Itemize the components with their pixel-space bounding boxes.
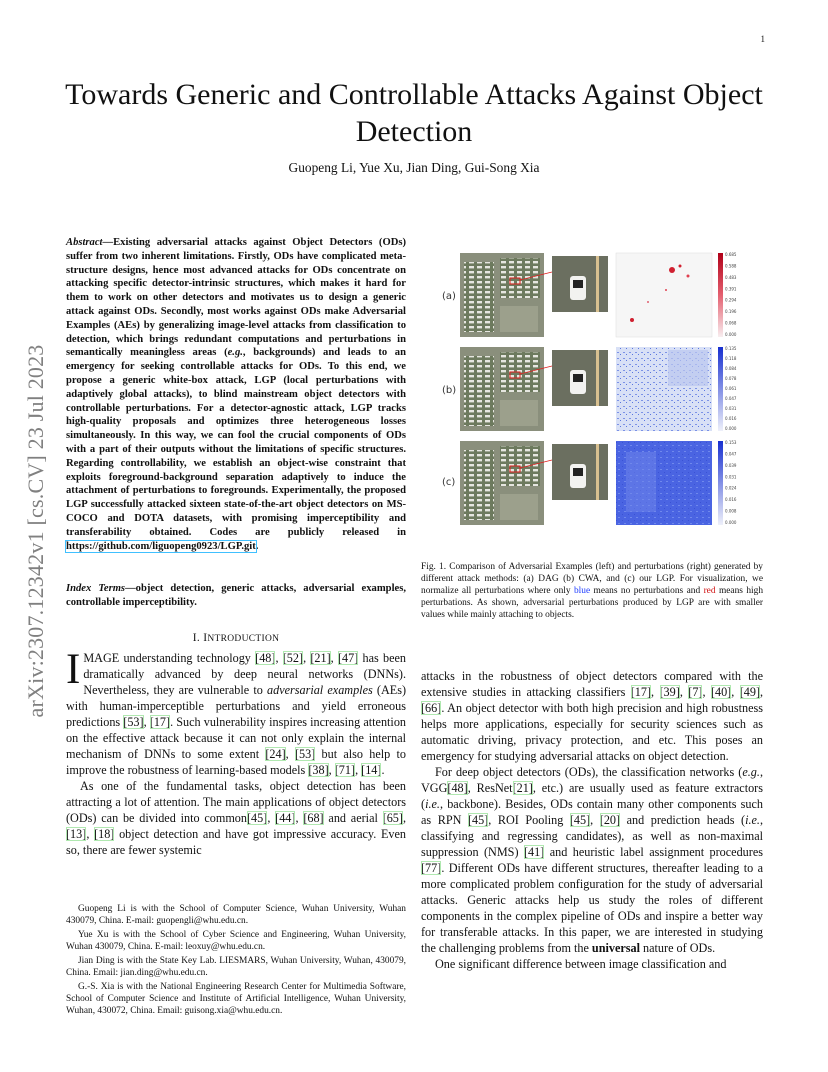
footnote: Guopeng Li is with the School of Computer Science, Wuhan University, Wuhan 430079, China. E-mail: guopengli@whu.edu.cn. (66, 904, 406, 926)
citation[interactable]: [7] (688, 685, 703, 699)
colorbar-tick-label: 0.024 (725, 485, 737, 491)
abstract-end: . (255, 540, 259, 552)
text: , VGG (421, 765, 763, 795)
text: , classifying and regressing candidates), as well as non-maximal suppression (NMS) (421, 813, 763, 859)
colorbar-tick-label: 0.016 (725, 497, 737, 503)
code-link[interactable]: https://github.com/liguopeng0923/LGP.git (66, 540, 256, 552)
row-label-a: (a) (442, 291, 456, 302)
colorbar-b (718, 347, 723, 431)
abstract-text: —Existing adversarial attacks against Object Detectors (ODs) suffer from two inherent limitations. Firstly, ODs have complicated meta-structure designs, hence most advanced attacks for ODs concentrate on attacking specific detector-intrinsic structures, which makes it hard for them to work on other detectors and motivates us to design a generic attack against ODs. Secondly, most works against ODs make Adversarial Examples (AEs) by generalizing image-level attacks from classification to detection, which brings redundant computations and perturbations in semantically meaningless areas ( (66, 237, 406, 359)
index-terms-label: Index Terms (66, 583, 126, 594)
caption-text: means no perturbations and (590, 586, 704, 596)
citation[interactable]: [71] (334, 763, 356, 777)
perturbation-map-a (616, 253, 712, 337)
citation[interactable]: [48] (447, 781, 468, 795)
citation[interactable]: [41] (523, 845, 545, 859)
citation[interactable]: [44] (275, 811, 296, 825)
colorbar-tick-label: 0.000 (725, 520, 737, 525)
text: . An object detector with both high precision and high robustness helps more applications, especially for security sciences such as automatic driving, privacy protection, and etc. This poses an emergency for studying adversarial attacks on object detection. (421, 701, 763, 763)
citation[interactable]: [77] (421, 861, 442, 875)
colorbar-tick-label: 0.078 (725, 376, 737, 381)
colorbar-tick-label: 0.068 (725, 320, 737, 326)
text: nature of ODs. (640, 941, 716, 955)
citation[interactable]: [53] (123, 715, 144, 729)
colorbar-ticks (725, 252, 737, 525)
abstract-eg: e.g. (227, 347, 243, 359)
colorbar-tick-label: 0.031 (725, 474, 737, 480)
citation[interactable]: [21] (310, 651, 331, 665)
text: , backbone). Besides, ODs contain many other components such as RPN (421, 797, 763, 827)
section-rest: NTRODUCTION (207, 634, 280, 644)
colorbar-tick-label: 0.685 (725, 252, 737, 257)
citation[interactable]: [52] (282, 651, 304, 665)
colorbar-tick-label: 0.153 (725, 440, 737, 445)
citation[interactable]: [17] (630, 685, 652, 699)
right-column-body (421, 668, 763, 972)
citation[interactable]: [45] (467, 813, 489, 827)
citation[interactable]: [21] (512, 781, 533, 795)
footnote: Jian Ding is with the State Key Lab. LIESMARS, Wuhan University, Wuhan, 430079, China. Email: jian.ding@whu.edu.cn. (66, 956, 406, 978)
text: , etc.) are usually used as feature extractors ( (421, 781, 763, 811)
citation[interactable]: [38] (308, 763, 329, 777)
row-label-c: (c) (442, 477, 456, 488)
citation[interactable]: [17] (149, 715, 171, 729)
text: MAGE understanding technology (83, 651, 256, 665)
text: As one of the fundamental tasks, object detection has been attracting a lot of attention. The main applications of object detectors (ODs) can be divided into common (66, 779, 406, 825)
intro-paragraph-2: As one of the fundamental tasks, object detection has been attracting a lot of attention. The main applications of object detectors (ODs) can be divided into common[45], [44], [68] and aerial [65], [13], [18] object detection and have got impressive accuracy. Even so, there are fewer systemic (66, 779, 407, 857)
citation[interactable]: [45] (247, 811, 268, 825)
citation[interactable]: [24] (265, 747, 286, 761)
section-numeral: I. (192, 632, 204, 644)
colorbar-tick-label: 0.391 (725, 286, 737, 292)
colorbar-tick-label: 0.061 (725, 386, 737, 391)
figure-1 (436, 250, 766, 530)
figure-row-a (460, 253, 723, 337)
colorbar-tick-label: 0.039 (725, 462, 737, 468)
text: universal (591, 941, 640, 955)
colorbar-tick-label: 0.588 (725, 263, 737, 269)
section-heading (66, 632, 406, 644)
colorbar-tick-label: 0.000 (725, 426, 737, 431)
intro-paragraph-1: IMAGE understanding technology [48], [52], [21], [47] has been dramatically advanced by deep neural networks (DNNs). Nevertheless, they are vulnerable to adversarial examples (AEs) with human-imperceptible perturbations and yield erroneous predictions [53], [17]. Such vulnerability inspires increasing attention on the effective attack because it can not only explain the internal mechanism of DNNs to some extent [24], [53] but also help to improve the robustness of learning-based models [38], [71], [14]. (66, 646, 407, 777)
citation[interactable]: [49] (739, 685, 761, 699)
colorbar-a (718, 253, 723, 337)
footnote: Yue Xu is with the School of Cyber Science and Engineering, Wuhan University, Wuhan 430079, China. E-mail: leoxuy@whu.edu.cn. (66, 930, 406, 952)
caption-blue-word: blue (573, 586, 591, 596)
colorbar-tick-label: 0.047 (725, 396, 737, 401)
colorbar-tick-label: 0.016 (725, 416, 737, 421)
citation[interactable]: [65] (382, 811, 403, 825)
paper-title: Towards Generic and Controllable Attacks Against Object Detection (65, 78, 763, 148)
colorbar-tick-label: 0.008 (725, 508, 737, 514)
text: attacks in the robustness of object detectors compared with the extensive studies in attacking classifiers (421, 669, 763, 699)
citation[interactable]: [47] (337, 651, 359, 665)
colorbar-tick-label: 0.196 (725, 309, 737, 315)
text: adversarial examples (267, 683, 373, 697)
text: has been dramatically advanced by deep neural networks (DNNs). Nevertheless, they are vulnerable to (83, 651, 407, 697)
colorbar-tick-label: 0.031 (725, 406, 737, 411)
colorbar-c (718, 441, 723, 525)
colorbar-tick-label: 0.047 (725, 451, 737, 457)
citation[interactable]: [20] (599, 813, 621, 827)
text: For deep object detectors (ODs), the classification networks ( (435, 765, 743, 779)
text: i.e. (745, 813, 760, 827)
citation[interactable]: [14] (361, 763, 382, 777)
text: object detection and have got impressive accuracy. Even so, there are fewer systemic (66, 827, 407, 857)
figure-row-c (460, 441, 723, 525)
col2-paragraph-2: For deep object detectors (ODs), the classification networks (e.g., VGG[48], ResNet[21], etc.) are usually used as feature extractors (i.e., backbone). Besides, ODs contain many other components such as RPN [45], ROI Pooling [45], [20] and prediction heads (i.e., classifying and regressing candidates), as well as non-maximal suppression (NMS) [41] and heuristic label assignment procedures [77]. Different ODs have different structures, thereafter leading to a more complicated problem configuration for the study of adversarial attacks. Generic attacks help us study the roles of different components in the complex pipeline of ODs and inspire a better way for transferable attacks. In this paper, we are interested in studying the challenging problems from the universal nature of ODs. (421, 765, 763, 955)
col2-paragraph-3: One significant difference between image classification and (435, 957, 727, 971)
col2-paragraph-1: attacks in the robustness of object detectors compared with the extensive studies in attacking classifiers [17], [39], [7], [40], [49], [66]. An object detector with both high precision and high robustness helps more applications, especially for security sciences such as automatic driving, privacy protection, and etc. This poses an emergency for studying adversarial attacks on object detection. (421, 669, 764, 763)
figure-row-b (460, 347, 723, 431)
colorbar-tick-label: 0.084 (725, 366, 737, 371)
colorbar-tick-label: 0.483 (725, 274, 737, 280)
arxiv-sidebar (16, 296, 56, 766)
abstract-text-2: , backgrounds) and leads to an emergency for seeking controllable attacks for ODs. To this end, we propose a generic white-box attack, LGP (local perturbations with adaptively global attacks), to blind mainstream object detectors with controllable perturbations. For a detector-agnostic attack, LGP tracks high-quality proposals and optimizes three heterogeneous losses simultaneously. In this way, we can fool the crucial components of ODs with a part of their outputs without the limitations of specific structures. Regarding controllability, we establish an object-wise constraint that exploits foreground-background separation adaptively to induce the attachment of perturbations to foregrounds. Experimentally, the proposed LGP successfully attacked sixteen state-of-the-art object detectors on MS-COCO and DOTA datasets, with promising imperceptibility and transferability obtained. Codes are publicly released in (66, 347, 407, 538)
colorbar-tick-label: 0.294 (725, 297, 737, 303)
citation[interactable]: [40] (710, 685, 732, 699)
citation[interactable]: [48] (255, 651, 276, 665)
caption-red-word: red (703, 586, 716, 596)
citation[interactable]: [68] (303, 811, 324, 825)
text: (AEs) with human-imperceptible perturbations and yield erroneous predictions (66, 683, 407, 729)
abstract-label: Abstract (66, 237, 103, 248)
figure-graphic (436, 250, 766, 530)
text: , ResNet (467, 781, 513, 795)
citation[interactable]: [66] (421, 701, 442, 715)
footnote: G.-S. Xia is with the National Engineering Research Center for Multimedia Software, School of Computer Science and Institute of Artificial Intelligence, Wuhan University, Wuhan, 430072, China. Email: guisong.xia@whu.edu.cn. (66, 982, 406, 1016)
text: . Such vulnerability inspires increasing attention on the effective attack because it can not only explain the internal mechanism of DNNs to some extent (66, 715, 407, 761)
intro-column (66, 646, 407, 858)
text: and heuristic label assignment procedures (544, 845, 763, 859)
author-list: Guopeng Li, Yue Xu, Jian Ding, Gui-Song Xia (288, 160, 540, 175)
citation[interactable]: [13] (66, 827, 87, 841)
citation[interactable]: [39] (659, 685, 680, 699)
index-terms (66, 582, 406, 610)
arxiv-id[interactable]: arXiv:2307.12342v1 [cs.CV] 23 Jul 2023 (23, 344, 48, 718)
text: e.g. (742, 765, 760, 779)
colorbar-tick-label: 0.000 (725, 332, 737, 337)
abstract (66, 236, 406, 553)
text: i.e. (425, 797, 440, 811)
text: and prediction heads ( (620, 813, 746, 827)
citation[interactable]: [53] (294, 747, 316, 761)
caption-text: means high perturbations. As shown, adversarial perturbations produced by LGP are with smaller values while mainly attaching to objects. (421, 586, 764, 620)
index-terms-text: —object detection, generic attacks, adversarial examples, controllable imperceptibility. (66, 583, 406, 608)
row-label-b: (b) (442, 385, 457, 396)
figure-caption (421, 561, 763, 621)
colorbar-tick-label: 0.118 (725, 356, 737, 361)
drop-cap: I (66, 646, 81, 693)
citation[interactable]: [45] (569, 813, 591, 827)
text: , ROI Pooling (488, 813, 570, 827)
text: . Different ODs have different structures, thereafter leading to a more complicated problem configuration for the study of adversarial attacks. Generic attacks help us study the roles of different components in the complex pipeline of ODs and inspire a better way for transferable attacks. In this paper, we are interested in studying the challenging problems from the (421, 861, 763, 955)
caption-text: Fig. 1. Comparison of Adversarial Examples (left) and perturbations (right) generated by different attack methods: (a) DAG (b) CWA, and (c) our LGP. For visualization, we normalize all perturbations where only (421, 562, 763, 596)
page-number: 1 (760, 34, 765, 44)
section-first-letter: I (203, 632, 208, 644)
text: but also help to improve the robustness of learning-based models (66, 747, 407, 777)
footnotes (66, 903, 406, 1019)
text: and aerial (323, 811, 383, 825)
colorbar-tick-label: 0.135 (725, 346, 737, 351)
citation[interactable]: [18] (94, 827, 115, 841)
